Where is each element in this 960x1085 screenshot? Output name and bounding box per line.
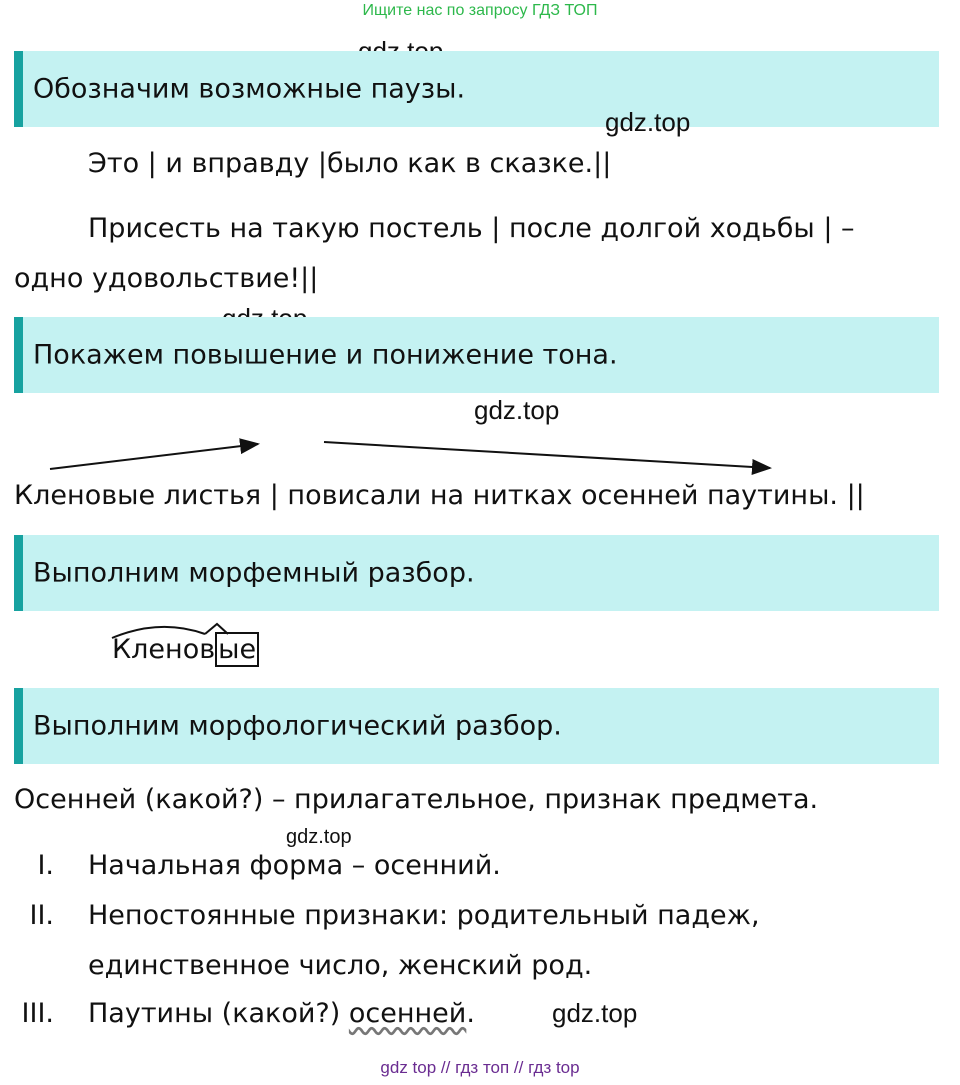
section-heading-text: Выполним морфологический разбор. <box>33 710 562 742</box>
top-banner[interactable]: Ищите нас по запросу ГДЗ ТОП <box>362 2 598 19</box>
watermark: gdz.top <box>605 107 691 137</box>
section-heading-morphological <box>14 688 939 764</box>
section-heading-text: Обозначим возможные паузы. <box>33 73 466 105</box>
watermark: gdz.top <box>552 998 638 1028</box>
list-number: I. <box>37 850 54 881</box>
watermark: gdz.top <box>474 395 560 425</box>
list-item-tail: . <box>466 998 475 1029</box>
list-number: II. <box>29 900 54 931</box>
footer-links[interactable]: gdz top // гдз топ // гдз top <box>380 1058 580 1077</box>
section-heading-text: Выполним морфемный разбор. <box>33 557 475 589</box>
morphological-intro: Осенней (какой?) – прилагательное, признак предмета. <box>14 784 819 815</box>
section-heading-text: Покажем повышение и понижение тона. <box>33 339 618 371</box>
list-item <box>88 998 475 1029</box>
list-item-continuation: единственное число, женский род. <box>88 950 593 981</box>
list-number: III. <box>21 998 54 1029</box>
pause-line-2: Присесть на такую постель | после долгой ходьбы | – <box>88 213 855 244</box>
word-stem: Кленов <box>112 634 216 665</box>
list-item: Непостоянные признаки: родительный падеж, <box>88 900 760 931</box>
pause-line-3: одно удовольствие!|| <box>14 263 319 294</box>
word-ending: ые <box>215 632 259 667</box>
underlined-word: осенней <box>348 998 467 1029</box>
intonation-sentence: Кленовые листья | повисали на нитках осенней паутины. || <box>14 480 865 511</box>
list-item: Начальная форма – осенний. <box>88 850 501 881</box>
watermark: gdz.top <box>286 826 352 848</box>
list-item-text: Паутины (какой?) <box>88 998 349 1029</box>
pause-line-1: Это | и вправду |было как в сказке.|| <box>88 148 612 179</box>
morphemic-word <box>112 634 259 665</box>
